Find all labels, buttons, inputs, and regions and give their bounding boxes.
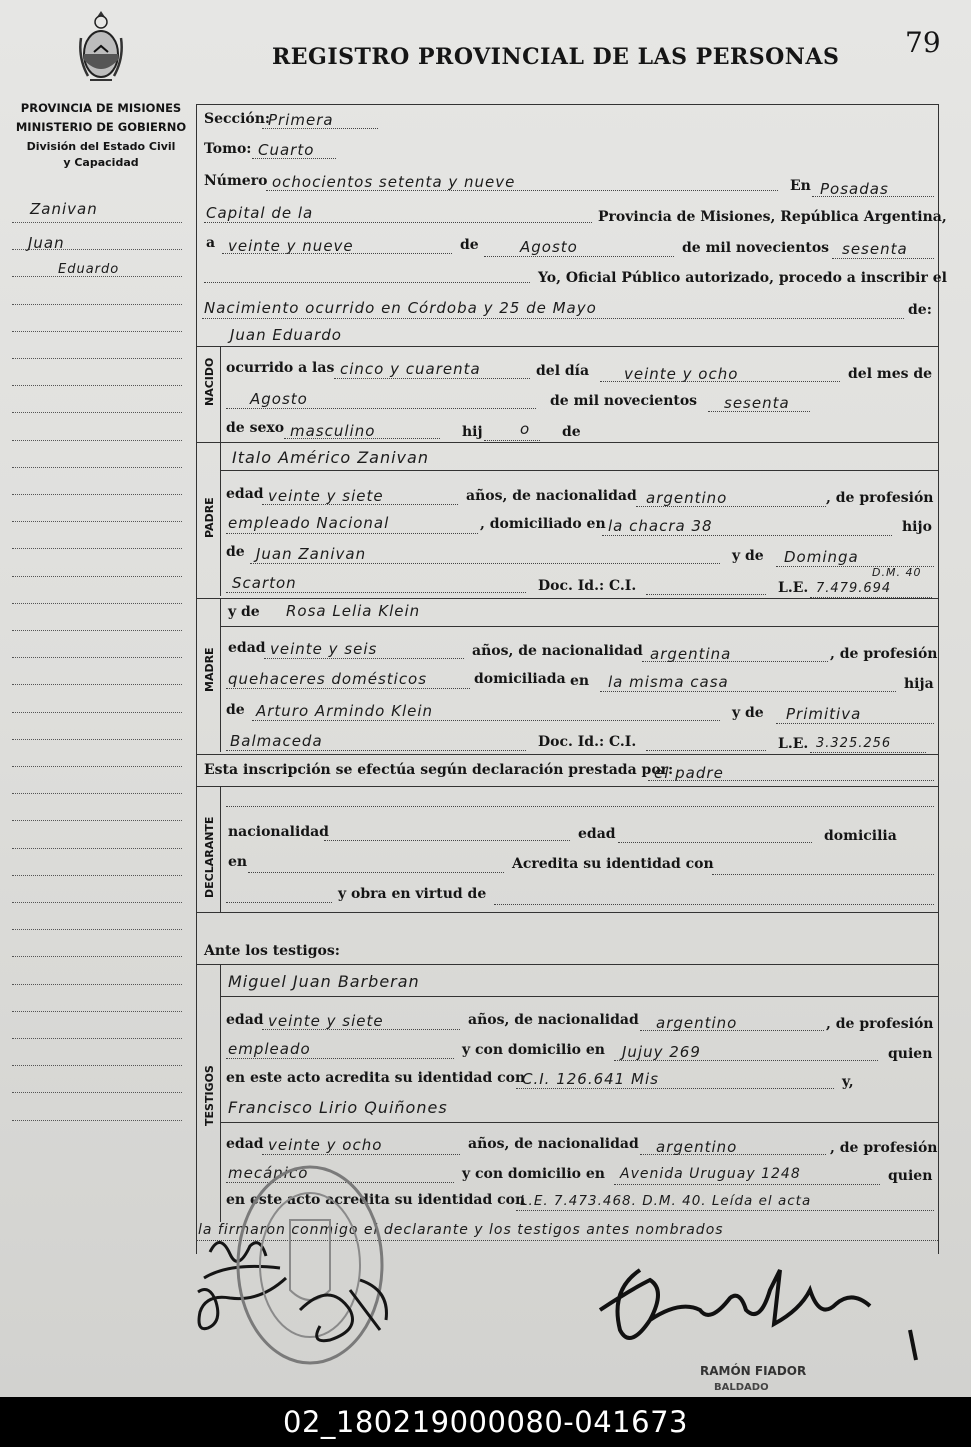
label-padre-anos: años, de nacionalidad [466,488,637,504]
line [248,872,504,873]
value-padre-le: 7.479.694 [816,581,892,596]
line [484,440,540,441]
line [324,840,570,841]
value-t2-edad: veinte y ocho [268,1136,383,1154]
value-dia-nac: veinte y ocho [624,365,739,383]
section-label-madre: MADRE [203,647,216,692]
margin-line [12,630,182,631]
label-en-madre: en [570,673,590,689]
margin-line [12,712,182,713]
line [646,594,766,595]
value-madre-madre-2: Balmaceda [230,732,323,750]
margin-line [12,548,182,549]
value-hij-suffix: o [520,420,531,438]
label-t1-domicilio: y con domicilio en [462,1042,605,1058]
label-y-comma: y, [842,1074,854,1090]
line [226,533,478,534]
label-y-de-madre: y de [228,604,260,620]
label-de-mil-2: de mil novecientos [550,393,698,409]
value-cierre: la firmaron conmigo el declarante y los testigos antes nombrados [198,1222,724,1238]
label-domiciliada: domiciliada [474,671,566,687]
value-padre-padre: Juan Zanivan [256,545,367,563]
label-inscripcion: Esta inscripción se efectúa según declaración prestada por: [204,762,674,778]
official-stamp-sub: BALDADO [714,1382,769,1393]
line [250,563,720,564]
label-de-padre: de [226,544,245,560]
value-t2-nac: argentino [656,1138,738,1156]
label-t1-edad: edad [226,1012,264,1028]
label-del-mes: del mes de [848,366,933,382]
value-mes-nac: Agosto [250,390,308,408]
value-t2-id: L.E. 7.473.468. D.M. 40. Leída el acta [520,1193,812,1209]
label-de-madre: de [226,702,245,718]
line [226,806,934,807]
line [196,598,938,599]
label-de-colon: de: [908,302,932,318]
line [602,535,892,536]
label-t2-edad: edad [226,1136,264,1152]
province-heading: PROVINCIA DE MISIONES [20,101,182,115]
section-label-testigos: TESTIGOS [203,1065,216,1126]
line [226,408,536,409]
line [196,442,938,443]
value-madre-edad: veinte y seis [270,640,378,658]
value-capital: Capital de la [206,204,314,222]
label-t1-profesion: , de profesión [826,1016,934,1032]
label-seccion: Sección: [204,111,271,127]
value-sexo: masculino [290,422,376,440]
label-domicilia: domicilia [824,828,897,844]
label-le: L.E. [778,580,809,596]
line [516,1210,934,1211]
division-heading: División del Estado Civil [26,140,176,153]
margin-line [12,385,182,386]
label-yo: Yo, Oficial Público autorizado, procedo a inscribir el [538,270,947,286]
label-le-madre: L.E. [778,736,809,752]
margin-line [12,222,182,223]
label-hij: hij [462,424,483,440]
label-numero: Número [204,173,268,189]
value-dia: veinte y nueve [228,237,354,255]
line [646,750,766,751]
label-t2-quien: quien [888,1168,933,1184]
margin-line [12,358,182,359]
line [220,1122,938,1123]
image-id-caption: 02_180219000080-041673 [0,1397,971,1447]
value-tomo: Cuarto [258,141,315,159]
label-en: En [790,178,811,194]
section-label-nacido: NACIDO [203,357,216,406]
label-acredita: Acredita su identidad con [512,856,714,872]
label-t2-acredita: en este acto acredita su identidad con [226,1192,526,1208]
value-padre-nac: argentino [646,489,728,507]
margin-line [12,276,182,277]
label-ocurrido: ocurrido a las [226,360,335,376]
margin-line [12,249,182,250]
value-declarante: el padre [654,764,724,782]
margin-line [12,440,182,441]
margin-line [12,739,182,740]
line [220,346,221,442]
value-t1-nac: argentino [656,1014,738,1032]
label-sexo: de sexo [226,420,285,436]
line [226,902,332,903]
value-t2-nombre: Francisco Lirio Quiñones [228,1098,448,1117]
value-padre-madre-2: Scarton [232,574,297,592]
line [220,786,221,912]
value-t1-prof: empleado [228,1040,311,1058]
line [196,912,938,913]
label-nacionalidad: nacionalidad [228,824,329,840]
page-number: 79 [905,26,941,59]
value-madre-nac: argentina [650,645,732,663]
margin-line [12,875,182,876]
line [220,470,938,471]
line [196,786,938,787]
line [810,752,926,753]
line [776,723,934,724]
margin-line [12,793,182,794]
line [202,318,904,319]
value-t1-dom: Jujuy 269 [622,1043,701,1061]
line [614,1184,880,1185]
margin-line [12,820,182,821]
label-t1-anos: años, de nacionalidad [468,1012,639,1028]
label-t2-domicilio: y con domicilio en [462,1166,605,1182]
margin-line [12,331,182,332]
label-madre-edad: edad [228,640,266,656]
line [226,1058,454,1059]
margin-line [12,576,182,577]
value-anio-nac: sesenta [724,394,790,412]
value-nacimiento: Nacimiento ocurrido en Córdoba y 25 de Mayo [204,299,597,317]
line [196,346,938,347]
official-stamp-name: RAMÓN FIADOR [700,1364,807,1378]
value-t2-prof: mecánico [228,1164,309,1182]
section-label-padre: PADRE [203,497,216,538]
line [196,964,938,965]
line [226,592,526,593]
line [516,1088,834,1089]
label-y-de-2: y de [732,705,764,721]
value-t1-edad: veinte y siete [268,1012,384,1030]
line [220,442,221,596]
line [226,688,470,689]
label-madre-profesion: , de profesión [830,646,938,662]
margin-line [12,1092,182,1093]
label-t2-profesion: , de profesión [830,1140,938,1156]
value-t1-nombre: Miguel Juan Barberan [228,972,420,991]
value-padre-prof: empleado Nacional [228,514,390,532]
signature-official [570,1250,930,1370]
value-padre-madre: Dominga [784,548,859,566]
line [712,874,934,875]
document-title: REGISTRO PROVINCIAL DE LAS PERSONAS [272,44,840,70]
label-doc-id-madre: Doc. Id.: C.I. [538,734,637,750]
frame-top-border [196,104,938,105]
line [618,842,812,843]
value-anio: sesenta [842,240,908,258]
line [832,258,934,259]
label-padre-edad: edad [226,486,264,502]
label-provincia: Provincia de Misiones, República Argentina, [598,209,947,225]
value-madre-padre: Arturo Armindo Klein [256,702,434,720]
margin-line [12,494,182,495]
margin-line [12,1011,182,1012]
value-numero: ochocientos setenta y nueve [272,173,516,191]
margin-middle-name: Eduardo [58,262,120,277]
label-tomo: Tomo: [204,141,252,157]
signature-witness [290,1270,400,1350]
frame-left-border [196,104,197,1254]
value-madre-nombre: Rosa Lelia Klein [286,602,421,620]
value-madre-prof: quehaceres domésticos [228,670,428,688]
label-obra: y obra en virtud de [338,886,487,902]
margin-line [12,1120,182,1121]
value-padre-dom: la chacra 38 [608,517,713,535]
coat-of-arms-icon [78,8,124,88]
margin-line [12,929,182,930]
margin-line [12,657,182,658]
label-y-de: y de [732,548,764,564]
label-doc-id: Doc. Id.: C.I. [538,578,637,594]
label-t1-quien: quien [888,1046,933,1062]
margin-line [12,984,182,985]
line [196,754,938,755]
margin-line [12,1038,182,1039]
label-edad-declarante: edad [578,826,616,842]
section-label-declarante: DECLARANTE [203,816,216,898]
label-t2-anos: años, de nacionalidad [468,1136,639,1152]
value-padre-nombre: Italo Américo Zanivan [232,448,429,467]
label-domiciliado: , domiciliado en [480,516,606,532]
label-hija: hija [904,676,934,692]
margin-line [12,603,182,604]
label-hijo: hijo [902,519,932,535]
label-en-declarante: en [228,854,248,870]
margin-line [12,304,182,305]
margin-surname: Zanivan [30,200,98,218]
value-t2-dom: Avenida Uruguay 1248 [620,1166,801,1182]
label-padre-profesion: , de profesión [826,490,934,506]
value-nombre: Juan Eduardo [230,326,342,344]
margin-line [12,766,182,767]
line [484,256,674,257]
line [226,750,526,751]
label-a: a [206,235,216,251]
value-t1-id: C.I. 126.641 Mis [522,1070,659,1088]
margin-line [12,467,182,468]
value-hora: cinco y cuarenta [340,360,481,378]
value-padre-edad: veinte y siete [268,487,384,505]
margin-line [12,521,182,522]
margin-line [12,956,182,957]
label-t1-acredita: en este acto acredita su identidad con [226,1070,526,1086]
line [600,691,896,692]
line [220,964,221,1222]
line [262,1154,460,1155]
value-madre-le: 3.325.256 [816,736,892,751]
margin-given-name: Juan [28,234,65,252]
line [204,282,530,283]
ministry-heading: MINISTERIO DE GOBIERNO [15,120,187,134]
value-padre-dm: D.M. 40 [872,566,922,579]
margin-line [12,684,182,685]
label-ante-testigos: Ante los testigos: [204,943,340,959]
line [252,720,720,721]
line [220,598,221,752]
label-de: de [460,237,479,253]
margin-line [12,1065,182,1066]
label-madre-anos: años, de nacionalidad [472,643,643,659]
value-madre-dom: la misma casa [608,673,729,691]
label-de-mil: de mil novecientos [682,240,830,256]
margin-line [12,848,182,849]
line [204,222,592,223]
line [264,658,464,659]
label-de-2: de [562,424,581,440]
line [220,626,938,627]
line [334,378,530,379]
value-seccion: Primera [268,111,334,129]
margin-line [12,412,182,413]
line [220,996,938,997]
value-mes: Agosto [520,238,578,256]
line [494,904,934,905]
division-heading-2: y Capacidad [63,156,139,169]
margin-line [12,902,182,903]
value-lugar: Posadas [820,180,889,198]
label-del-dia: del día [536,363,590,379]
value-madre-madre: Primitiva [786,705,862,723]
